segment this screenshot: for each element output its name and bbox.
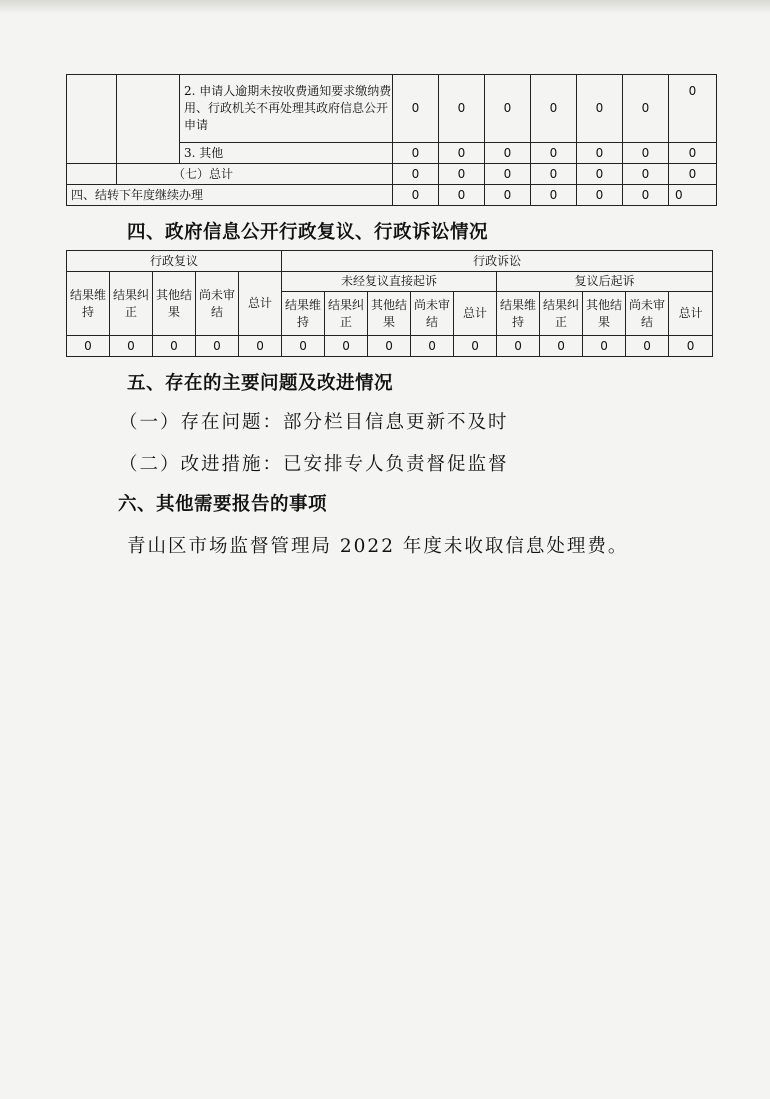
table-row [67, 336, 713, 357]
col-header: 总计 [669, 292, 713, 336]
col-header: 结果维持 [497, 292, 540, 336]
header-after-reconsideration: 复议后起诉 [497, 272, 713, 292]
col-header: 尚未审结 [196, 272, 239, 336]
col-header: 其他结果 [368, 292, 411, 336]
blank-cell [67, 75, 117, 164]
row-label: （七）总计 [117, 164, 393, 185]
reconsideration-litigation-table [66, 250, 713, 357]
row-label: 2. 申请人逾期未按收费通知要求缴纳费用、行政机关不再处理其政府信息公开申请 [180, 75, 393, 143]
table-cell: 0 [583, 336, 626, 357]
table-cell: 0 [669, 185, 717, 206]
table-cell: 0 [485, 164, 531, 185]
col-header: 结果纠正 [325, 292, 368, 336]
table-cell: 0 [393, 143, 439, 164]
table-cell: 0 [577, 164, 623, 185]
table-cell: 0 [623, 185, 669, 206]
table-cell: 0 [497, 336, 540, 357]
table-cell: 0 [531, 185, 577, 206]
row-label: 3. 其他 [180, 143, 393, 164]
table-cell: 0 [282, 336, 325, 357]
table-cell: 0 [439, 164, 485, 185]
table-cell: 0 [411, 336, 454, 357]
table-cell: 0 [485, 143, 531, 164]
section-6-content: 青山区市场监督管理局 2022 年度未收取信息处理费。 [127, 536, 629, 557]
table-cell: 0 [540, 336, 583, 357]
col-header: 结果维持 [67, 272, 110, 336]
table-cell: 0 [669, 164, 717, 185]
table-row [67, 185, 717, 206]
table-row [67, 75, 717, 143]
table-cell: 0 [577, 75, 623, 143]
table-cell: 0 [439, 75, 485, 143]
table-cell: 0 [626, 336, 669, 357]
table-cell: 0 [368, 336, 411, 357]
table-row [67, 251, 713, 272]
table-cell: 0 [669, 75, 717, 143]
section-5-title: 五、存在的主要问题及改进情况 [127, 373, 394, 394]
header-direct-suit: 未经复议直接起诉 [282, 272, 497, 292]
col-header: 其他结果 [583, 292, 626, 336]
col-header: 结果纠正 [110, 272, 153, 336]
table-cell: 0 [623, 143, 669, 164]
table-cell: 0 [454, 336, 497, 357]
col-header: 总计 [239, 272, 282, 336]
scan-edge [0, 0, 770, 14]
table-cell: 0 [485, 75, 531, 143]
table-cell: 0 [439, 143, 485, 164]
table-cell: 0 [393, 164, 439, 185]
blank-cell [117, 75, 180, 164]
col-header: 总计 [454, 292, 497, 336]
table-cell: 0 [577, 143, 623, 164]
table-cell: 0 [239, 336, 282, 357]
table-cell: 0 [623, 75, 669, 143]
section-4-title: 四、政府信息公开行政复议、行政诉讼情况 [127, 222, 489, 243]
table-cell: 0 [439, 185, 485, 206]
col-header: 结果纠正 [540, 292, 583, 336]
header-reconsideration: 行政复议 [67, 251, 282, 272]
col-header: 尚未审结 [626, 292, 669, 336]
table-cell: 0 [531, 75, 577, 143]
header-litigation: 行政诉讼 [282, 251, 713, 272]
table-cell: 0 [393, 185, 439, 206]
table-cell: 0 [623, 164, 669, 185]
table-cell: 0 [153, 336, 196, 357]
table-cell: 0 [485, 185, 531, 206]
table-cell: 0 [669, 143, 717, 164]
table-row [67, 272, 713, 292]
row-label: 四、结转下年度继续办理 [67, 185, 393, 206]
table-cell: 0 [577, 185, 623, 206]
problem-text: （一）存在问题：部分栏目信息更新不及时 [119, 412, 509, 433]
table-cell: 0 [325, 336, 368, 357]
table-row [67, 164, 717, 185]
col-header: 尚未审结 [411, 292, 454, 336]
section-6-title: 六、其他需要报告的事项 [118, 494, 328, 515]
table-cell: 0 [67, 336, 110, 357]
table-cell: 0 [110, 336, 153, 357]
measure-text: （二）改进措施：已安排专人负责督促监督 [119, 454, 509, 475]
table-cell: 0 [531, 143, 577, 164]
table-cell: 0 [531, 164, 577, 185]
application-stats-table [66, 74, 717, 206]
col-header: 其他结果 [153, 272, 196, 336]
table-cell: 0 [669, 336, 713, 357]
blank-cell [67, 164, 117, 185]
table-cell: 0 [196, 336, 239, 357]
table-cell: 0 [393, 75, 439, 143]
col-header: 结果维持 [282, 292, 325, 336]
